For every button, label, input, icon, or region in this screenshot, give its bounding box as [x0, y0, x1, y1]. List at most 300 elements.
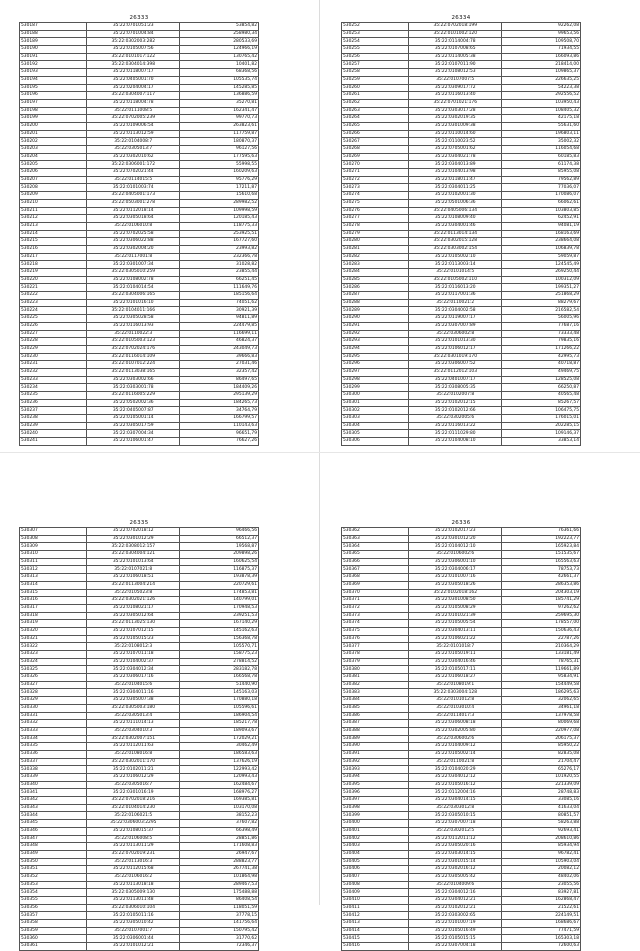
- cadastral-number-cell: 35:22:0302021:126: [87, 597, 180, 605]
- cadastral-number-cell: 35:22:0107021:8: [87, 566, 180, 574]
- record-id-cell: 530216: [20, 245, 87, 253]
- value-cell: 49469,75: [502, 368, 581, 376]
- record-id-cell: 530292: [342, 330, 409, 338]
- cadastral-number-cell: 35:22:0106018:51: [87, 574, 180, 582]
- value-cell: 19568,87: [180, 543, 259, 551]
- record-id-cell: 530272: [342, 176, 409, 184]
- record-id-cell: 530304: [342, 422, 409, 430]
- table-row: [20, 99, 259, 107]
- table-row: [20, 827, 259, 835]
- record-id-cell: 530388: [342, 727, 409, 735]
- record-id-cell: 530220: [20, 276, 87, 284]
- value-cell: 162868,47: [502, 897, 581, 905]
- cadastral-number-cell: 35:22:0113016:3: [87, 858, 180, 866]
- record-id-cell: 530306: [342, 438, 409, 446]
- value-cell: 95776,29: [180, 176, 259, 184]
- cadastral-number-cell: 35:22:0305020:16: [409, 843, 502, 851]
- value-cell: 151535,67: [502, 551, 581, 559]
- record-id-cell: 530384: [342, 697, 409, 705]
- record-id-cell: 530382: [342, 681, 409, 689]
- record-id-cell: 530356: [20, 904, 87, 912]
- record-id-cell: 530325: [20, 666, 87, 674]
- table-row: [20, 430, 259, 438]
- cadastral-number-cell: 35:22:0103010:4: [409, 704, 502, 712]
- record-id-cell: 530283: [342, 261, 409, 269]
- value-cell: 103170,08: [180, 804, 259, 812]
- record-id-cell: 530398: [342, 804, 409, 812]
- table-row: [20, 76, 259, 84]
- record-id-cell: 530368: [342, 574, 409, 582]
- cadastral-number-cell: 35:22:0116014:109: [87, 353, 180, 361]
- value-cell: 78765,31: [502, 658, 581, 666]
- value-cell: 35270,81: [180, 99, 259, 107]
- record-id-cell: 530227: [20, 330, 87, 338]
- data-table: [19, 527, 259, 951]
- record-id-cell: 530259: [342, 76, 409, 84]
- record-id-cell: 530223: [20, 299, 87, 307]
- table-row: [20, 781, 259, 789]
- record-id-cell: 530205: [20, 161, 87, 169]
- value-cell: 220977,08: [502, 727, 581, 735]
- value-cell: 172029,21: [180, 735, 259, 743]
- cadastral-number-cell: 35:22:0305013:7: [87, 146, 180, 154]
- cadastral-number-cell: 35:22:0306017:16: [87, 674, 180, 682]
- record-id-cell: 530268: [342, 146, 409, 154]
- table-row: [342, 943, 581, 951]
- table-row: [20, 850, 259, 858]
- record-id-cell: 530331: [20, 712, 87, 720]
- data-table: [19, 22, 259, 446]
- record-id-cell: 530277: [342, 215, 409, 223]
- table-row: [20, 835, 259, 843]
- record-id-cell: 530315: [20, 589, 87, 597]
- record-id-cell: 530329: [20, 697, 87, 705]
- value-cell: 258980,34: [180, 30, 259, 38]
- record-id-cell: 530340: [20, 781, 87, 789]
- value-cell: 79562,89: [502, 176, 581, 184]
- record-id-cell: 530405: [342, 858, 409, 866]
- value-cell: 71934,55: [502, 46, 581, 54]
- table-row: [342, 253, 581, 261]
- table-row: [342, 153, 581, 161]
- table-row: [20, 176, 259, 184]
- value-cell: 189093,67: [180, 727, 259, 735]
- value-cell: 208610,86: [502, 835, 581, 843]
- record-id-cell: 530343: [20, 804, 87, 812]
- record-id-cell: 530404: [342, 850, 409, 858]
- cadastral-number-cell: 35:22:0303002:154: [409, 245, 502, 253]
- table-row: [342, 912, 581, 920]
- table-row: [342, 415, 581, 423]
- table-row: [342, 276, 581, 284]
- record-id-cell: 530365: [342, 551, 409, 559]
- cadastral-number-cell: 35:22:0302004:20: [87, 245, 180, 253]
- record-id-cell: 530299: [342, 384, 409, 392]
- table-row: [20, 338, 259, 346]
- table-row: [20, 535, 259, 543]
- table-row: [342, 528, 581, 536]
- table-row: [20, 253, 259, 261]
- record-id-cell: 530316: [20, 597, 87, 605]
- record-id-cell: 530231: [20, 361, 87, 369]
- page-divider-horizontal: [0, 452, 640, 453]
- cadastral-number-cell: 35:22:0112012:103: [409, 368, 502, 376]
- value-cell: 119661,89: [502, 666, 581, 674]
- cadastral-number-cell: 35:22:0305010:42: [87, 920, 180, 928]
- record-id-cell: 530281: [342, 245, 409, 253]
- record-id-cell: 530219: [20, 269, 87, 277]
- table-row: [20, 238, 259, 246]
- table-row: [342, 581, 581, 589]
- cadastral-number-cell: 35:22:0304011:25: [409, 184, 502, 192]
- record-id-cell: 530354: [20, 889, 87, 897]
- table-row: [342, 23, 581, 31]
- cadastral-number-cell: 35:22:0305028:58: [87, 315, 180, 323]
- cadastral-number-cell: 35:22:0304004:121: [87, 551, 180, 559]
- cadastral-number-cell: 35:22:0106021:22: [409, 635, 502, 643]
- record-id-cell: 530390: [342, 743, 409, 751]
- record-id-cell: 530416: [342, 943, 409, 951]
- value-cell: 110143,63: [180, 422, 259, 430]
- value-cell: 59059,87: [502, 253, 581, 261]
- table-row: [342, 774, 581, 782]
- cadastral-number-cell: 35:22:0405001:70: [87, 76, 180, 84]
- record-id-cell: 530218: [20, 261, 87, 269]
- table-row: [20, 843, 259, 851]
- value-cell: 122993,42: [180, 766, 259, 774]
- cadastral-number-cell: 35:22:0702018:199: [409, 23, 502, 31]
- record-id-cell: 530337: [20, 758, 87, 766]
- table-row: [342, 612, 581, 620]
- value-cell: 224479,85: [180, 322, 259, 330]
- value-cell: 34961,18: [502, 704, 581, 712]
- record-id-cell: 530195: [20, 84, 87, 92]
- value-cell: 292556,52: [502, 92, 581, 100]
- record-id-cell: 530253: [342, 30, 409, 38]
- table-row: [20, 230, 259, 238]
- cadastral-number-cell: 35:22:0118011:47: [409, 176, 502, 184]
- value-cell: 105596,61: [180, 704, 259, 712]
- cadastral-number-cell: 35:22:0305012:64: [87, 612, 180, 620]
- record-id-cell: 530209: [20, 192, 87, 200]
- record-id-cell: 530394: [342, 774, 409, 782]
- value-cell: 21522,61: [502, 904, 581, 912]
- value-cell: 38152,23: [180, 812, 259, 820]
- record-id-cell: 530188: [20, 30, 87, 38]
- table-row: [342, 743, 581, 751]
- value-cell: 51440,90: [180, 681, 259, 689]
- cadastral-number-cell: 35:22:0106016:2: [87, 873, 180, 881]
- value-cell: 82835,08: [502, 750, 581, 758]
- sheet-bottom-right: [341, 519, 581, 951]
- value-cell: 176015,01: [502, 415, 581, 423]
- record-id-cell: 530276: [342, 207, 409, 215]
- table-row: [342, 766, 581, 774]
- table-row: [20, 889, 259, 897]
- cadastral-number-cell: 35:22:0113011:48: [87, 897, 180, 905]
- record-id-cell: 530302: [342, 407, 409, 415]
- cadastral-number-cell: 35:22:0305016:7: [87, 781, 180, 789]
- cadastral-number-cell: 35:22:0308012:157: [87, 543, 180, 551]
- cadastral-number-cell: 35:22:0113012:59: [87, 130, 180, 138]
- cadastral-number-cell: 35:22:0305018:26: [409, 581, 502, 589]
- table-row: [20, 415, 259, 423]
- record-id-cell: 530366: [342, 558, 409, 566]
- table-row: [342, 176, 581, 184]
- record-id-cell: 530407: [342, 873, 409, 881]
- cadastral-number-cell: 35:22:0303002:66: [87, 376, 180, 384]
- table-row: [20, 750, 259, 758]
- value-cell: 145163,03: [180, 689, 259, 697]
- record-id-cell: 530371: [342, 597, 409, 605]
- value-cell: 39666,83: [180, 353, 259, 361]
- cadastral-number-cell: 35:22:0501006:36: [409, 199, 502, 207]
- record-id-cell: 530317: [20, 604, 87, 612]
- cadastral-number-cell: 35:22:0105016:12: [409, 781, 502, 789]
- table-row: [342, 207, 581, 215]
- record-id-cell: 530377: [342, 643, 409, 651]
- value-cell: 186904,54: [180, 712, 259, 720]
- cadastral-number-cell: 35:22:0304012:21: [409, 897, 502, 905]
- record-id-cell: 530202: [20, 138, 87, 146]
- cadastral-number-cell: 35:22:0702024:176: [87, 345, 180, 353]
- record-id-cell: 530303: [342, 415, 409, 423]
- sheet-title: 26336: [451, 520, 471, 526]
- table-row: [342, 138, 581, 146]
- record-id-cell: 530330: [20, 704, 87, 712]
- record-id-cell: 530395: [342, 781, 409, 789]
- cadastral-number-cell: 35:22:0303002:65: [409, 912, 502, 920]
- cadastral-number-cell: 35:22:0107012:224: [87, 361, 180, 369]
- record-id-cell: 530296: [342, 361, 409, 369]
- cadastral-number-cell: 35:22:0302010:62: [87, 153, 180, 161]
- value-cell: 17211,87: [180, 184, 259, 192]
- table-row: [20, 299, 259, 307]
- table-row: [20, 169, 259, 177]
- cadastral-number-cell: 35:22:0304013:89: [409, 161, 502, 169]
- table-row: [342, 827, 581, 835]
- value-cell: 158775,23: [180, 651, 259, 659]
- value-cell: 76627,26: [180, 438, 259, 446]
- record-id-cell: 530376: [342, 635, 409, 643]
- cadastral-number-cell: 35:22:0113004:214: [87, 581, 180, 589]
- value-cell: 170086,07: [502, 192, 581, 200]
- value-cell: 165303,18: [502, 935, 581, 943]
- value-cell: 120185,43: [180, 215, 259, 223]
- record-id-cell: 530327: [20, 681, 87, 689]
- table-row: [20, 643, 259, 651]
- cadastral-number-cell: 35:22:0405006:134: [409, 207, 502, 215]
- value-cell: 23993,82: [180, 245, 259, 253]
- value-cell: 61174,38: [502, 161, 581, 169]
- value-cell: 166093,86: [502, 53, 581, 61]
- value-cell: 66062,61: [502, 199, 581, 207]
- table-row: [20, 307, 259, 315]
- record-id-cell: 530347: [20, 835, 87, 843]
- value-cell: 92262,08: [502, 23, 581, 31]
- value-cell: 48402,06: [502, 873, 581, 881]
- value-cell: 83927,81: [502, 889, 581, 897]
- cadastral-number-cell: 35:22:0105002:10: [409, 253, 502, 261]
- value-cell: 145162,63: [180, 627, 259, 635]
- cadastral-number-cell: 35:22:0105015:23: [87, 635, 180, 643]
- table-row: [342, 238, 581, 246]
- cadastral-number-cell: 35:22:0304001:46: [409, 222, 502, 230]
- table-row: [342, 384, 581, 392]
- record-id-cell: 530414: [342, 927, 409, 935]
- table-row: [342, 758, 581, 766]
- cadastral-number-cell: 35:22:0114005:38: [409, 53, 502, 61]
- record-id-cell: 530386: [342, 712, 409, 720]
- value-cell: 177595,63: [180, 153, 259, 161]
- record-id-cell: 530255: [342, 46, 409, 54]
- value-cell: 269250,44: [502, 269, 581, 277]
- table-row: [20, 46, 259, 54]
- cadastral-number-cell: 35:22:0104008:10: [409, 438, 502, 446]
- value-cell: 174853,81: [180, 589, 259, 597]
- table-row: [20, 543, 259, 551]
- record-id-cell: 530324: [20, 658, 87, 666]
- record-id-cell: 530415: [342, 935, 409, 943]
- cadastral-number-cell: 35:22:0118004:78: [87, 99, 180, 107]
- sheet-top-right: [341, 14, 581, 446]
- record-id-cell: 530361: [20, 943, 87, 951]
- value-cell: 85950,22: [502, 743, 581, 751]
- record-id-cell: 530241: [20, 438, 87, 446]
- record-id-cell: 530392: [342, 758, 409, 766]
- table-row: [342, 392, 581, 400]
- record-id-cell: 530364: [342, 543, 409, 551]
- record-id-cell: 530198: [20, 107, 87, 115]
- table-row: [342, 820, 581, 828]
- value-cell: 101920,55: [502, 774, 581, 782]
- cadastral-number-cell: 35:22:0105023:8: [87, 589, 180, 597]
- value-cell: 165923,84: [502, 543, 581, 551]
- table-row: [342, 368, 581, 376]
- value-cell: 96127,56: [180, 146, 259, 154]
- table-row: [20, 422, 259, 430]
- record-id-cell: 530193: [20, 69, 87, 77]
- table-row: [20, 935, 259, 943]
- table-row: [20, 276, 259, 284]
- table-row: [20, 115, 259, 123]
- value-cell: 99653,56: [502, 30, 581, 38]
- cadastral-number-cell: 35:22:0110022:3: [87, 330, 180, 338]
- cadastral-number-cell: 35:22:0105002:14: [409, 750, 502, 758]
- cadastral-number-cell: 35:22:0104014:230: [87, 804, 180, 812]
- cadastral-number-cell: 35:22:0304011:16: [87, 689, 180, 697]
- table-row: [342, 712, 581, 720]
- record-id-cell: 530192: [20, 61, 87, 69]
- cadastral-number-cell: 35:22:0102018:162: [409, 589, 502, 597]
- record-id-cell: 530203: [20, 146, 87, 154]
- record-id-cell: 530349: [20, 850, 87, 858]
- cadastral-number-cell: 35:22:0104013:98: [409, 169, 502, 177]
- value-cell: 160209,63: [180, 169, 259, 177]
- record-id-cell: 530367: [342, 566, 409, 574]
- record-id-cell: 530191: [20, 53, 87, 61]
- table-row: [342, 535, 581, 543]
- value-cell: 85934,94: [502, 843, 581, 851]
- table-row: [20, 330, 259, 338]
- table-row: [342, 292, 581, 300]
- value-cell: 251868,29: [502, 292, 581, 300]
- cadastral-number-cell: 35:22:0104014:54: [87, 284, 180, 292]
- cadastral-number-cell: 35:22:0301015:14: [409, 858, 502, 866]
- table-row: [342, 843, 581, 851]
- table-row: [342, 674, 581, 682]
- table-row: [342, 804, 581, 812]
- value-cell: 166799,57: [180, 415, 259, 423]
- value-cell: 66512,37: [180, 535, 259, 543]
- record-id-cell: 530196: [20, 92, 87, 100]
- cadastral-number-cell: 35:22:0111014:13: [87, 720, 180, 728]
- record-id-cell: 530335: [20, 743, 87, 751]
- value-cell: 221339,09: [502, 781, 581, 789]
- cadastral-number-cell: 35:22:0702021:44: [87, 169, 180, 177]
- value-cell: 27031,46: [180, 361, 259, 369]
- cadastral-number-cell: 35:22:0112018:14: [87, 207, 180, 215]
- table-row: [20, 881, 259, 889]
- record-id-cell: 530206: [20, 169, 87, 177]
- cadastral-number-cell: 35:22:0102012:66: [409, 407, 502, 415]
- table-row: [342, 720, 581, 728]
- cadastral-number-cell: 35:22:0306001:44: [87, 935, 180, 943]
- table-row: [20, 797, 259, 805]
- record-id-cell: 530237: [20, 407, 87, 415]
- cadastral-number-cell: 35:22:0101017:122: [87, 53, 180, 61]
- cadastral-number-cell: 35:22:0306001:172: [87, 161, 180, 169]
- cadastral-number-cell: 35:22:0702018:12: [87, 528, 180, 536]
- cadastral-number-cell: 35:22:0104012:10: [409, 543, 502, 551]
- value-cell: 77471,59: [502, 927, 581, 935]
- record-id-cell: 530189: [20, 38, 87, 46]
- value-cell: 278814,52: [180, 658, 259, 666]
- table-row: [20, 727, 259, 735]
- cadastral-number-cell: 35:22:0105015:15: [409, 935, 502, 943]
- record-id-cell: 530187: [20, 23, 87, 31]
- record-id-cell: 530346: [20, 827, 87, 835]
- value-cell: 53854,82: [180, 23, 259, 31]
- cadastral-number-cell: 35:22:0118007:17: [87, 69, 180, 77]
- cadastral-number-cell: 35:22:0105007:56: [87, 46, 180, 54]
- value-cell: 56005,96: [502, 315, 581, 323]
- table-row: [342, 566, 581, 574]
- cadastral-number-cell: 35:22:0302016:12: [409, 866, 502, 874]
- cadastral-number-cell: 35:22:0107012:15: [87, 627, 180, 635]
- table-row: [342, 881, 581, 889]
- cadastral-number-cell: 35:22:0307007:89: [409, 322, 502, 330]
- table-row: [342, 107, 581, 115]
- record-id-cell: 530342: [20, 797, 87, 805]
- table-row: [342, 858, 581, 866]
- table-row: [20, 245, 259, 253]
- cadastral-number-cell: 35:22:0110021:2: [409, 299, 502, 307]
- table-row: [342, 353, 581, 361]
- cadastral-number-cell: 35:22:0107007:5: [409, 76, 502, 84]
- table-row: [342, 627, 581, 635]
- cadastral-number-cell: 35:22:0401007:17: [409, 376, 502, 384]
- table-row: [342, 338, 581, 346]
- value-cell: 68368,56: [180, 69, 259, 77]
- value-cell: 171266,22: [502, 345, 581, 353]
- cadastral-number-cell: 35:22:0108012:3: [87, 643, 180, 651]
- table-row: [342, 169, 581, 177]
- value-cell: 167140,29: [180, 620, 259, 628]
- value-cell: 32062,65: [502, 697, 581, 705]
- cadastral-number-cell: 35:22:0303001:78: [87, 384, 180, 392]
- cadastral-number-cell: 35:22:0304012:34: [87, 666, 180, 674]
